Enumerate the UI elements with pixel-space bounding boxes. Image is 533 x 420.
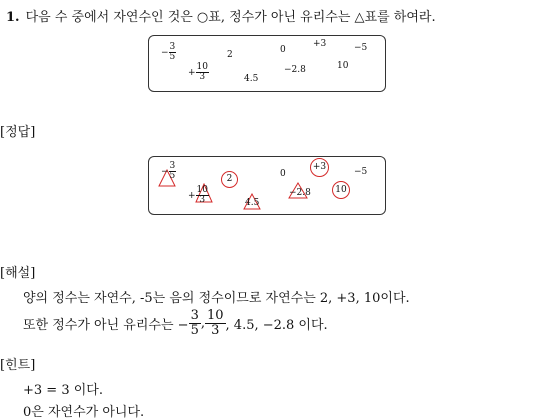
item-neg-three-fifths: − $\frac{3}{5}$ bbox=[161, 42, 176, 62]
item-neg-two-eight: −2.8 bbox=[284, 65, 306, 75]
explanation-separator: , bbox=[200, 315, 205, 331]
answer-pos-ten-thirds: + $\frac{10}{3}$ bbox=[188, 185, 208, 205]
answer-box bbox=[148, 156, 386, 215]
explanation-line-1: 양의 정수는 자연수, -5는 음의 정수이므로 자연수는 2, +3, 10이다. bbox=[23, 291, 410, 306]
explanation-line-2-suffix: , 4.5, −2.8 이다. bbox=[225, 317, 328, 333]
fraction-three-fifths: $\frac{3}{5}$ bbox=[190, 308, 199, 338]
item-minus-five: −5 bbox=[354, 43, 368, 53]
circle-mark-ten: 10 bbox=[332, 181, 350, 199]
hint-line-2: 0은 자연수가 아니다. bbox=[23, 405, 145, 420]
answer-neg-two-eight: −2.8 bbox=[289, 188, 311, 198]
item-pos-ten-thirds: + $\frac{10}{3}$ bbox=[188, 62, 208, 82]
question bbox=[6, 6, 436, 25]
explanation-line-2 bbox=[23, 309, 328, 337]
question-number: 1. bbox=[6, 10, 20, 25]
number-box bbox=[148, 35, 386, 92]
circle-mark-plus-three: +3 bbox=[310, 158, 329, 177]
item-ten: 10 bbox=[337, 61, 349, 71]
answer-four-five: 4.5 bbox=[245, 198, 260, 208]
answer-minus-five: −5 bbox=[354, 167, 368, 177]
answer-zero: 0 bbox=[280, 169, 286, 179]
fraction-ten-thirds: 10 3 bbox=[206, 308, 224, 338]
circle-mark-two: 2 bbox=[221, 171, 238, 188]
explanation-line-2-prefix: 또한 정수가 아닌 유리수는 − bbox=[23, 317, 189, 333]
item-zero: 0 bbox=[280, 45, 286, 55]
item-plus-three: +3 bbox=[313, 39, 327, 49]
item-two: 2 bbox=[227, 50, 233, 60]
explanation-label: [해설] bbox=[0, 266, 36, 281]
answer-neg-three-fifths: − $\frac{3}{5}$ bbox=[161, 161, 176, 181]
item-four-five: 4.5 bbox=[244, 74, 259, 84]
hint-label: [힌트] bbox=[0, 358, 36, 373]
hint-line-1: +3 = 3 이다. bbox=[23, 383, 103, 398]
answer-label: [정답] bbox=[0, 125, 36, 140]
question-text: 다음 수 중에서 자연수인 것은 ○표, 정수가 아닌 유리수는 △표를 하여라. bbox=[25, 10, 436, 25]
